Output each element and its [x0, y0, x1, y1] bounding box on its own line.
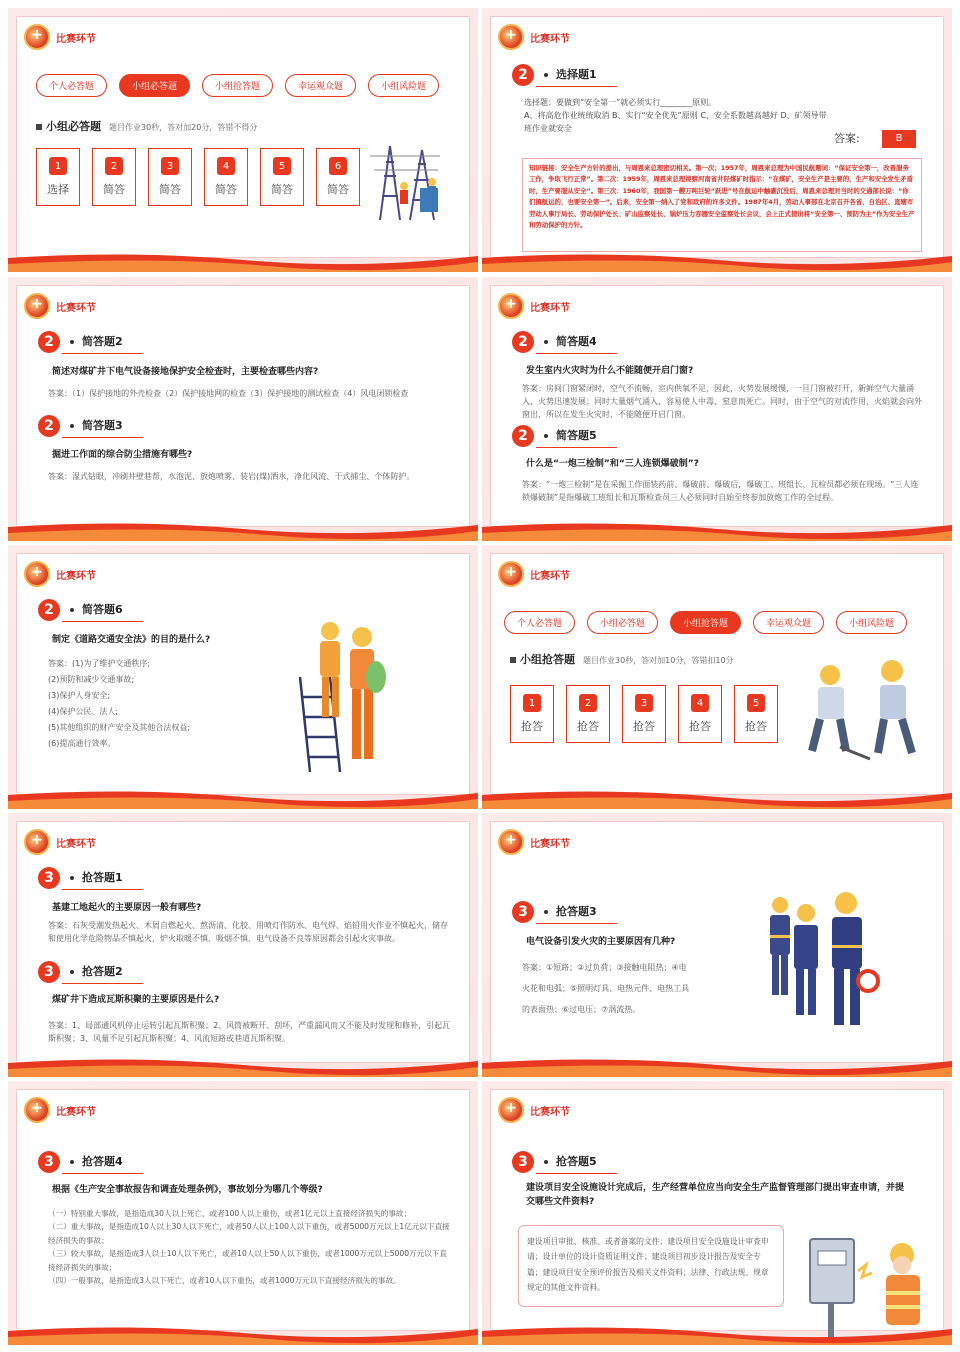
brand — [498, 561, 570, 587]
red-wave-decoration — [8, 250, 478, 272]
answer-line: (2)预防和减少交通事故; — [48, 675, 135, 684]
brand-title: 比赛环节 — [530, 838, 570, 850]
red-wave-decoration — [8, 787, 478, 809]
tab-group-required[interactable]: 小组必答题 — [587, 611, 658, 634]
safety-logo-icon — [498, 293, 524, 319]
answer-text: 答案：1、局部通风机停止运转引起瓦斯积聚；2、风筒被断开、刮坏，严重漏风而又不能及时发现和修补，引起瓦斯积聚；3、风量不足引起瓦斯积聚；4、风流短路或巷道瓦斯积聚。 — [48, 1021, 451, 1043]
brand — [24, 293, 96, 319]
question-card[interactable]: 6 简答 — [316, 148, 360, 206]
brand-title: 比赛环节 — [56, 1106, 96, 1118]
question-card[interactable]: 4 抢答 — [678, 685, 722, 743]
red-wave-decoration — [482, 1055, 952, 1077]
safety-logo-icon — [24, 561, 50, 587]
safety-logo-icon — [24, 829, 50, 855]
answer-line: 的表面热；⑥过电压；⑦涡流热。 — [522, 1005, 641, 1014]
question-card[interactable]: 4 简答 — [204, 148, 248, 206]
section-header: 2 简答题2 — [38, 331, 123, 353]
answer-line: 火花和电弧；⑤照明灯具、电热元件、电热工具 — [522, 984, 690, 993]
question-text: 简述对煤矿井下电气设备接地保护安全检查时，主要检查哪些内容? — [52, 367, 319, 377]
section-header — [512, 64, 597, 86]
tab-bar — [36, 74, 439, 97]
question-text: 什么是“一炮三检制”和“三人连锁爆破制”? — [526, 459, 699, 469]
bullet-square-icon — [510, 657, 516, 663]
safety-logo-icon — [498, 829, 524, 855]
answer-line: (6)提高通行效率。 — [48, 739, 116, 748]
round-rule: 题目作业30秒，答对加10分，答错扣10分 — [583, 656, 734, 665]
red-wave-decoration — [482, 787, 952, 809]
safety-logo-icon — [24, 1097, 50, 1123]
question-cards — [36, 148, 360, 206]
question-card[interactable]: 5 简答 — [260, 148, 304, 206]
slide-7 — [8, 813, 478, 1077]
slide-8 — [482, 813, 952, 1077]
safety-logo-icon — [24, 24, 50, 50]
answer-text: （一）特别重大事故，是指造成30人以上死亡，或者100人以上重伤，或者1亿元以上直接经济损失的事故； （二）重大事故，是指造成10人以上30人以下死亡，或者50人以上100人以下重伤，或者5000万元以上1亿元以下直接经济损失的事故； （三）较大事故，是指造成3人以上10人以下死亡，或者10人以上50人以下重伤，或者1000万元以上5000万元以下直接经济损失的事故； （四）一般事故，是指造成3人以下死亡，或者10人以下重伤，或者1000万元以下直接经济损失的事故。 — [48, 1209, 450, 1286]
tab-individual[interactable]: 个人必答题 — [36, 74, 107, 97]
brand — [24, 24, 96, 50]
brand — [24, 561, 96, 587]
question-text: 发生室内火灾时为什么不能随便开启门窗? — [526, 366, 694, 376]
slide-2 — [482, 8, 952, 272]
question-options-cont: 班作业就安全 — [524, 124, 572, 133]
question-card[interactable]: 5 抢答 — [734, 685, 778, 743]
brand — [498, 24, 570, 50]
question-options: A、将高危作业统统取消 B、实行“安全优先”原则 C、安全系数越高越好 D、矿领导带 — [524, 111, 827, 120]
brand-title: 比赛环节 — [56, 302, 96, 314]
firefighters-illustration — [750, 885, 900, 1035]
slide-1 — [8, 8, 478, 272]
slide-6 — [482, 545, 952, 809]
knowledge-link-text: 知识链接：安全生产方针的提出，与周恩来总理密切相关。第一次；1957年，周恩来总理为中国民航题词：“保证安全第一，改善服务工作，争取飞行正常”。第二次：1959年，周恩来总理视察河南省井陉煤矿时指示：“在煤矿，安全生产是主要的，生产和安全发生矛盾时，生产要服从安全”。第三次：1960年，我国第一艘万吨巨轮“跃进”号在航运中触礁沉没后，周恩来总理对当时的交通部长说：“你们搞航运的，也要安全第一”。后来，安全第一纳入了党和政府的许多文件。1987年4月，劳动人事部在北京召开各省、自治区、直辖市劳动人事厅局长、劳动保护处长、矿山监察处长、锅炉压力容器安全监察处长会议，会上正式提出将“安全第一、预防为主”作为安全生产和劳动保护的方针。 — [529, 164, 915, 230]
brand — [24, 1097, 96, 1123]
section-header: 3 抢答题3 — [512, 901, 597, 923]
round-title: 小组抢答题 — [520, 653, 575, 666]
electrical-panel-worker-illustration — [802, 1231, 932, 1337]
tab-group-required[interactable]: 小组必答题 — [119, 74, 190, 97]
red-wave-decoration — [8, 1055, 478, 1077]
question-card[interactable]: 2 抢答 — [566, 685, 610, 743]
electric-tower-workers-illustration — [360, 136, 450, 222]
section-header: 2 简答题3 — [38, 415, 123, 437]
tab-group-risk[interactable]: 小组风险题 — [368, 74, 439, 97]
brand-title: 比赛环节 — [56, 33, 96, 45]
answer-line: (3)保护人身安全; — [48, 691, 111, 700]
answer-line: 答案：(1)为了维护交通秩序; — [48, 659, 151, 668]
red-wave-decoration — [482, 250, 952, 272]
slide-9 — [8, 1081, 478, 1345]
answer-chip: B — [882, 130, 916, 148]
red-wave-decoration — [482, 519, 952, 541]
section-header: 3 抢答题2 — [38, 961, 123, 983]
section-header: 3 抢答题4 — [38, 1151, 123, 1173]
safety-logo-icon — [498, 561, 524, 587]
section-header: 3 抢答题1 — [38, 867, 123, 889]
answer-text: 答案：房间门窗紧闭时，空气不流畅，室内供氧不足，因此，火势发展缓慢，一旦门窗被打开，新鲜空气大量涌入，火势迅速发展；同时大量烟气涌入，容易使人中毒、窒息而死亡。同时，由于空气的对流作用，火焰就会向外窗出，所以在发生火灾时，不能随便开启门窗。 — [522, 384, 922, 419]
safety-logo-icon — [24, 293, 50, 319]
brand-title: 比赛环节 — [56, 570, 96, 582]
brand-title: 比赛环节 — [530, 33, 570, 45]
brand — [24, 829, 96, 855]
question-text: 选择题：要做到“安全第一”就必须实行________原则。 — [524, 98, 717, 107]
answer-line: (5)其他组织的财产安全及其他合法权益; — [48, 723, 191, 732]
brand-title: 比赛环节 — [530, 302, 570, 314]
question-text: 建设项目安全设施设计完成后，生产经营单位应当向安全生产监督管理部门提出审查申请，并提交哪些文件资料? — [526, 1183, 905, 1207]
answer-text: 答案：石灰受潮发热起火、木屑自燃起火、熬沥清、化胶、用喷灯作防水、电气焊、焰铅用火作业不慎起火，储存和使用化学危险物品不慎起火，炉火取暖不慎、吸烟不慎、电气设备不良等原因都会引起火灾事故。 — [48, 921, 448, 943]
safety-logo-icon — [498, 24, 524, 50]
round-title: 小组必答题 — [46, 120, 101, 133]
question-card[interactable]: 1 抢答 — [510, 685, 554, 743]
slide-10 — [482, 1081, 952, 1345]
answer-text: 答案：“一炮三检制”是在采掘工作面装药前、爆破前、爆破后，爆破工、班组长、瓦检员都必须在现场。“三人连锁爆破制”是指爆破工班组长和瓦斯检查员三人必须同时自始至终参加放炮工作的全过程。 — [522, 480, 919, 502]
brand-title: 比赛环节 — [530, 570, 570, 582]
section-header: 3 抢答题5 — [512, 1151, 597, 1173]
round-rule: 题目作业30秒，答对加20分，答错不得分 — [109, 123, 258, 132]
tab-lucky-audience[interactable]: 幸运观众题 — [285, 74, 356, 97]
knowledge-link-box — [522, 158, 922, 252]
answer-line: 答案：①短路；②过负荷；③接触电阻热；④电 — [522, 963, 687, 972]
round-heading — [510, 651, 734, 667]
tab-lucky-audience[interactable]: 幸运观众题 — [753, 611, 824, 634]
section-title: 选择题1 — [556, 66, 597, 85]
question-text: 制定《道路交通安全法》的目的是什么? — [52, 635, 211, 645]
question-cards — [510, 685, 778, 743]
slide-5 — [8, 545, 478, 809]
section-number: 2 — [512, 64, 534, 86]
brand — [498, 293, 570, 319]
question-text: 煤矿井下造成瓦斯积聚的主要原因是什么? — [52, 995, 220, 1005]
brand-title: 比赛环节 — [530, 1106, 570, 1118]
brand — [498, 829, 570, 855]
answer-box — [518, 1225, 784, 1307]
question-card[interactable]: 1 选择 — [36, 148, 80, 206]
tab-individual[interactable]: 个人必答题 — [504, 611, 575, 634]
safety-logo-icon — [498, 1097, 524, 1123]
question-card[interactable]: 2 简答 — [92, 148, 136, 206]
question-text: 掘进工作面的综合防尘措施有哪些? — [52, 450, 193, 460]
section-header: 2 简答题5 — [512, 425, 597, 447]
answer-text: 答案：湿式钻眼，冲刷井壁巷帮，水泡泥、放炮喷雾、装岩(煤)洒水，净化风流、干式捕尘、个体防护。 — [48, 472, 415, 481]
question-text: 基建工地起火的主要原因一般有哪些? — [52, 903, 202, 913]
red-wave-decoration — [8, 1323, 478, 1345]
brand-title: 比赛环节 — [56, 838, 96, 850]
slide-4 — [482, 277, 952, 541]
slide-3 — [8, 277, 478, 541]
tab-group-buzzer[interactable]: 小组抢答题 — [670, 611, 741, 634]
red-wave-decoration — [8, 519, 478, 541]
workers-on-ladder-illustration — [290, 617, 400, 777]
section-header: 2 简答题6 — [38, 599, 123, 621]
tab-group-buzzer[interactable]: 小组抢答题 — [202, 74, 273, 97]
tab-group-risk[interactable]: 小组风险题 — [836, 611, 907, 634]
answer-text: 建设项目审批、核准、或者备案的文件；建设项目安全设施设计审查申请；设计单位的设计资质证明文件；建设项目初步设计报告及安全专篇；建设项目安全预评价报告及相关文件资料；法律、行政法规、规章规定的其他文件资料。 — [527, 1237, 769, 1293]
section-header: 2 简答题4 — [512, 331, 597, 353]
question-card[interactable]: 3 抢答 — [622, 685, 666, 743]
answer-line: (4)保护公民、法人; — [48, 707, 119, 716]
round-heading — [36, 118, 257, 134]
question-text: 电气设备引发火灾的主要原因有几种? — [526, 937, 676, 947]
tab-bar — [504, 611, 907, 634]
bullet-square-icon — [36, 124, 42, 130]
answer-label: 答案: — [834, 132, 860, 145]
brand — [498, 1097, 570, 1123]
slide-panel — [16, 285, 470, 527]
question-card[interactable]: 3 简答 — [148, 148, 192, 206]
question-text: 根据《生产安全事故报告和调查处理条例》，事故划分为哪几个等级? — [52, 1185, 323, 1195]
crouching-workers-illustration — [800, 655, 930, 765]
answer-text: 答案：（1）保护接地的外壳检查（2）保护接地网的检查（3）保护接地的测试检查（4）风电闭锁检查 — [48, 389, 409, 398]
